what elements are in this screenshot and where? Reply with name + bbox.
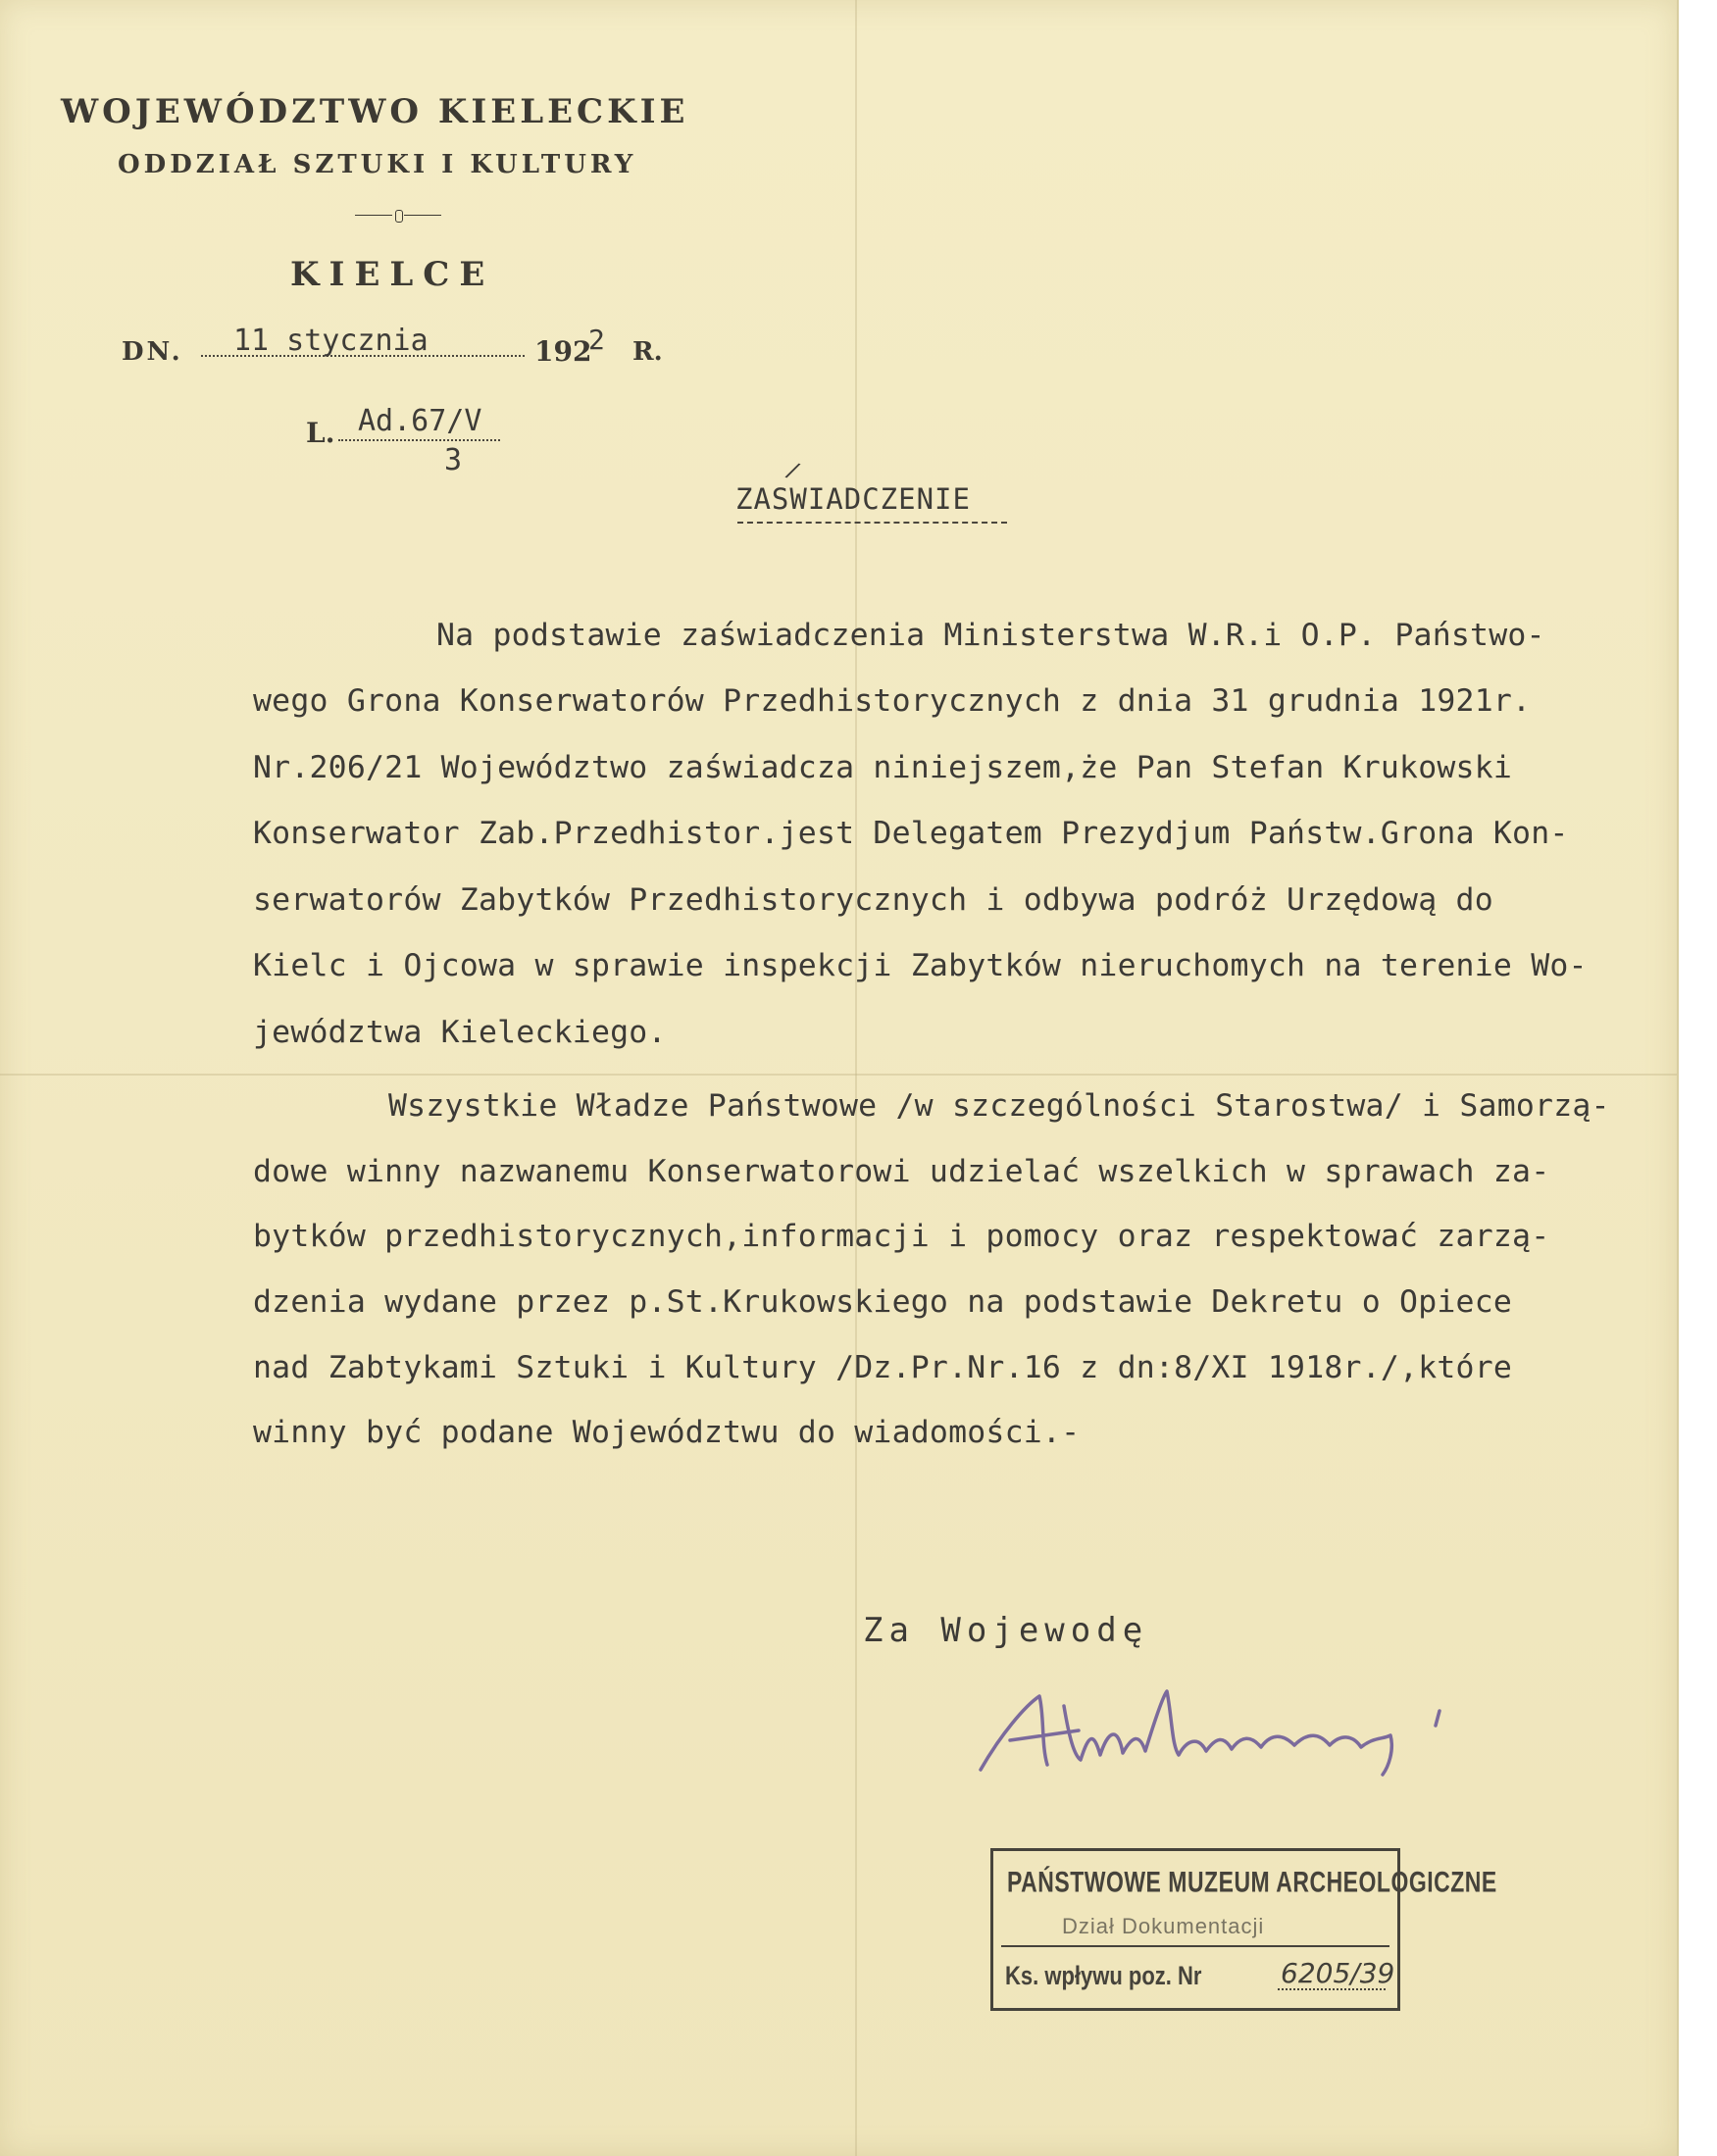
letterhead-city: KIELCE (290, 255, 495, 294)
reference-dotted-line (338, 439, 500, 441)
letterhead-department: ODDZIAŁ SZTUKI I KULTURY (118, 150, 637, 179)
reference-number: Ad.67/V (358, 404, 482, 438)
reference-prefix: L. (306, 417, 335, 449)
fold-line-vertical (855, 0, 857, 2156)
paragraph-line: nad Zabtykami Sztuki i Kultury /Dz.Pr.Nr.16 z dn:8/XI 1918r./,które (253, 1350, 1513, 1385)
paragraph-line: Na podstawie zaświadczenia Ministerstwa W.R.i O.P. Państwo- (436, 618, 1545, 653)
paragraph-line: bytków przedhistorycznych,informacji i pomocy oraz respektować zarzą- (253, 1219, 1550, 1254)
paragraph-line: dowe winny nazwanemu Konserwatorowi udzielać wszelkich w sprawach za- (253, 1154, 1550, 1189)
paragraph-line: winny być podane Województwu do wiadomości.- (253, 1415, 1081, 1450)
title-accent: / (783, 457, 804, 485)
year-suffix: R. (632, 337, 663, 367)
stamp-department: Dział Dokumentacji (1062, 1914, 1265, 1938)
year-printed: 192 (534, 335, 592, 368)
year-typed: 2 (588, 324, 605, 356)
paragraph-line: Nr.206/21 Województwo zaświadcza niniejszem,że Pan Stefan Krukowski (253, 750, 1513, 785)
document-title: ZASWIADCZENIE (735, 482, 971, 516)
paragraph-line: wego Grona Konserwatorów Przedhistorycznych z dnia 31 grudnia 1921r. (253, 683, 1532, 719)
paragraph-line: dzenia wydane przez p.St.Krukowskiego na podstawie Dekretu o Opiece (253, 1284, 1513, 1320)
stamp-entry-label: Ks. wpływu poz. Nr (1005, 1961, 1202, 1990)
letterhead-voivodeship: WOJEWÓDZTWO KIELECKIE (61, 92, 689, 131)
paragraph-line: Wszystkie Władze Państwowe /w szczególności Starostwa/ i Samorzą- (388, 1088, 1610, 1124)
stamp-institution: PAŃSTWOWE MUZEUM ARCHEOLOGICZNE (1007, 1865, 1497, 1898)
paragraph-line: Kielc i Ojcowa w sprawie inspekcji Zabytków nieruchomych na terenie Wo- (253, 948, 1588, 983)
title-underline (737, 522, 1007, 524)
archive-stamp (990, 1848, 1497, 2011)
stamp-entry-value: 6205/39 (1281, 1957, 1395, 1989)
fold-line-horizontal (0, 1074, 1677, 1076)
stamp-divider (1001, 1945, 1389, 1947)
paragraph-line: jewództwa Kieleckiego. (253, 1015, 667, 1050)
date-prefix: DN. (122, 337, 183, 367)
paragraph-line: serwatorów Zabytków Przedhistorycznych i odbywa podróż Urzędową do (253, 882, 1493, 918)
letterhead-ornament (355, 210, 441, 222)
handwritten-signature (971, 1677, 1540, 1784)
reference-subnumber: 3 (444, 443, 463, 477)
paragraph-line: Konserwator Zab.Przedhistor.jest Delegatem Prezydjum Państw.Grona Kon- (253, 816, 1569, 851)
closing-line: Za Wojewodę (863, 1611, 1149, 1650)
date-text: 11 stycznia (233, 324, 429, 358)
